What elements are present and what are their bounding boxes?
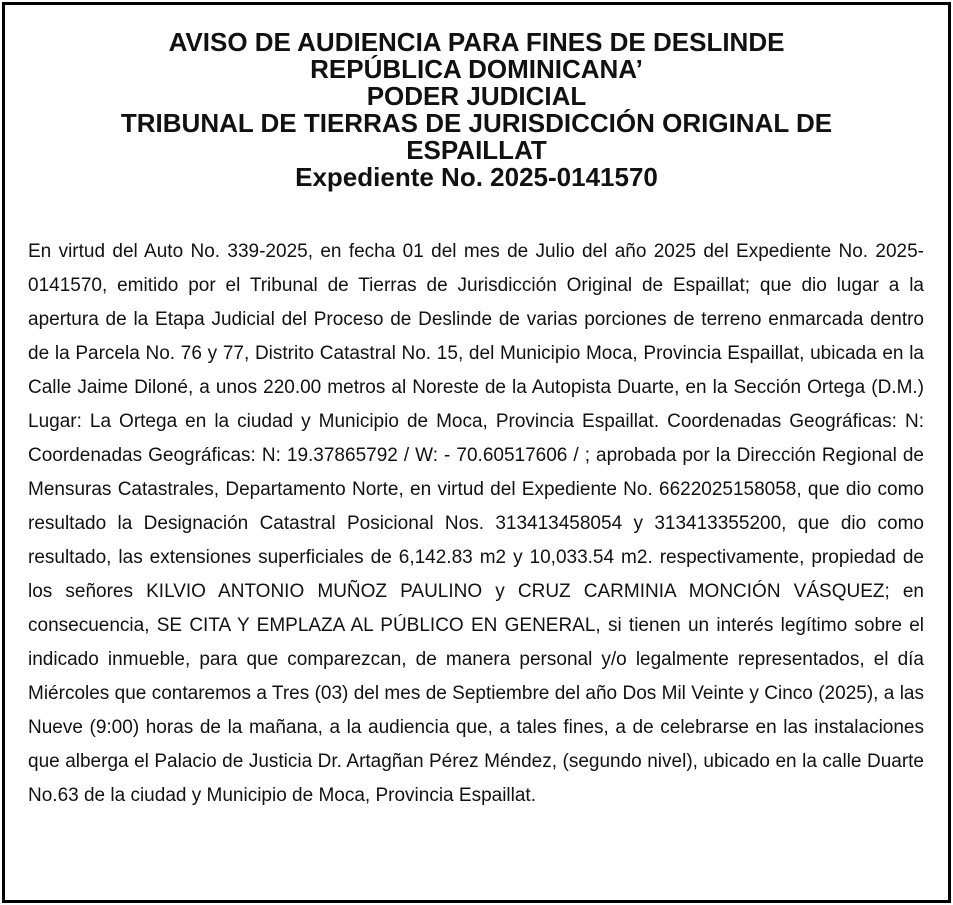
- tribunal-location-line: ESPAILLAT: [406, 135, 547, 165]
- case-number-line: Expediente No. 2025-0141570: [295, 162, 658, 192]
- legal-notice: [2, 2, 951, 903]
- notice-header: [5, 29, 948, 191]
- tribunal-line: TRIBUNAL DE TIERRAS DE JURISDICCIÓN ORIGINAL DE: [120, 108, 833, 138]
- institution-line: PODER JUDICIAL: [366, 81, 587, 111]
- country-line: REPÚBLICA DOMINICANA’: [310, 54, 643, 84]
- notice-body-paragraph: En virtud del Auto No. 339-2025, en fecha 01 del mes de Julio del año 2025 del Expediente No. 2025-0141570, emitido por el Tribunal de Tierras de Jurisdicción Original de Espaillat; que dio lugar a la apertura de la Etapa Judicial del Proceso de Deslinde de varias porciones de terreno enmarcada dentro de la Parcela No. 76 y 77, Distrito Catastral No. 15, del Municipio Moca, Provincia Espaillat, ubicada en la Calle Jaime Diloné, a unos 220.00 metros al Noreste de la Autopista Duarte, en la Sección Ortega (D.M.) Lugar: La Ortega en la ciudad y Municipio de Moca, Provincia Espaillat. Coordenadas Geográficas: N: Coordenadas Geográficas: N: 19.37865792 / W: - 70.60517606 / ; aprobada por la Dirección Regional de Mensuras Catastrales, Departamento Norte, en virtud del Expediente No. 6622025158058, que dio como resultado la Designación Catastral Posicional Nos. 313413458054 y 313413355200, que dio como resultado, las extensiones superficiales de 6,142.83 m2 y 10,033.54 m2. respectivamente, propiedad de los señores KILVIO ANTONIO MUÑOZ PAULINO y CRUZ CARMINIA MONCIÓN VÁSQUEZ; en consecuencia, SE CITA Y EMPLAZA AL PÚBLICO EN GENERAL, si tienen un interés legítimo sobre el indicado inmueble, para que comparezcan, de manera personal y/o legalmente representados, el día Miércoles que contaremos a Tres (03) del mes de Septiembre del año Dos Mil Veinte y Cinco (2025), a las Nueve (9:00) horas de la mañana, a la audiencia que, a tales fines, a de celebrarse en las instalaciones que alberga el Palacio de Justicia Dr. Artagñan Pérez Méndez, (segundo nivel), ubicado en la calle Duarte No.63 de la ciudad y Municipio de Moca, Provincia Espaillat.: [28, 241, 924, 806]
- notice-title: AVISO DE AUDIENCIA PARA FINES DE DESLINDE: [168, 27, 785, 57]
